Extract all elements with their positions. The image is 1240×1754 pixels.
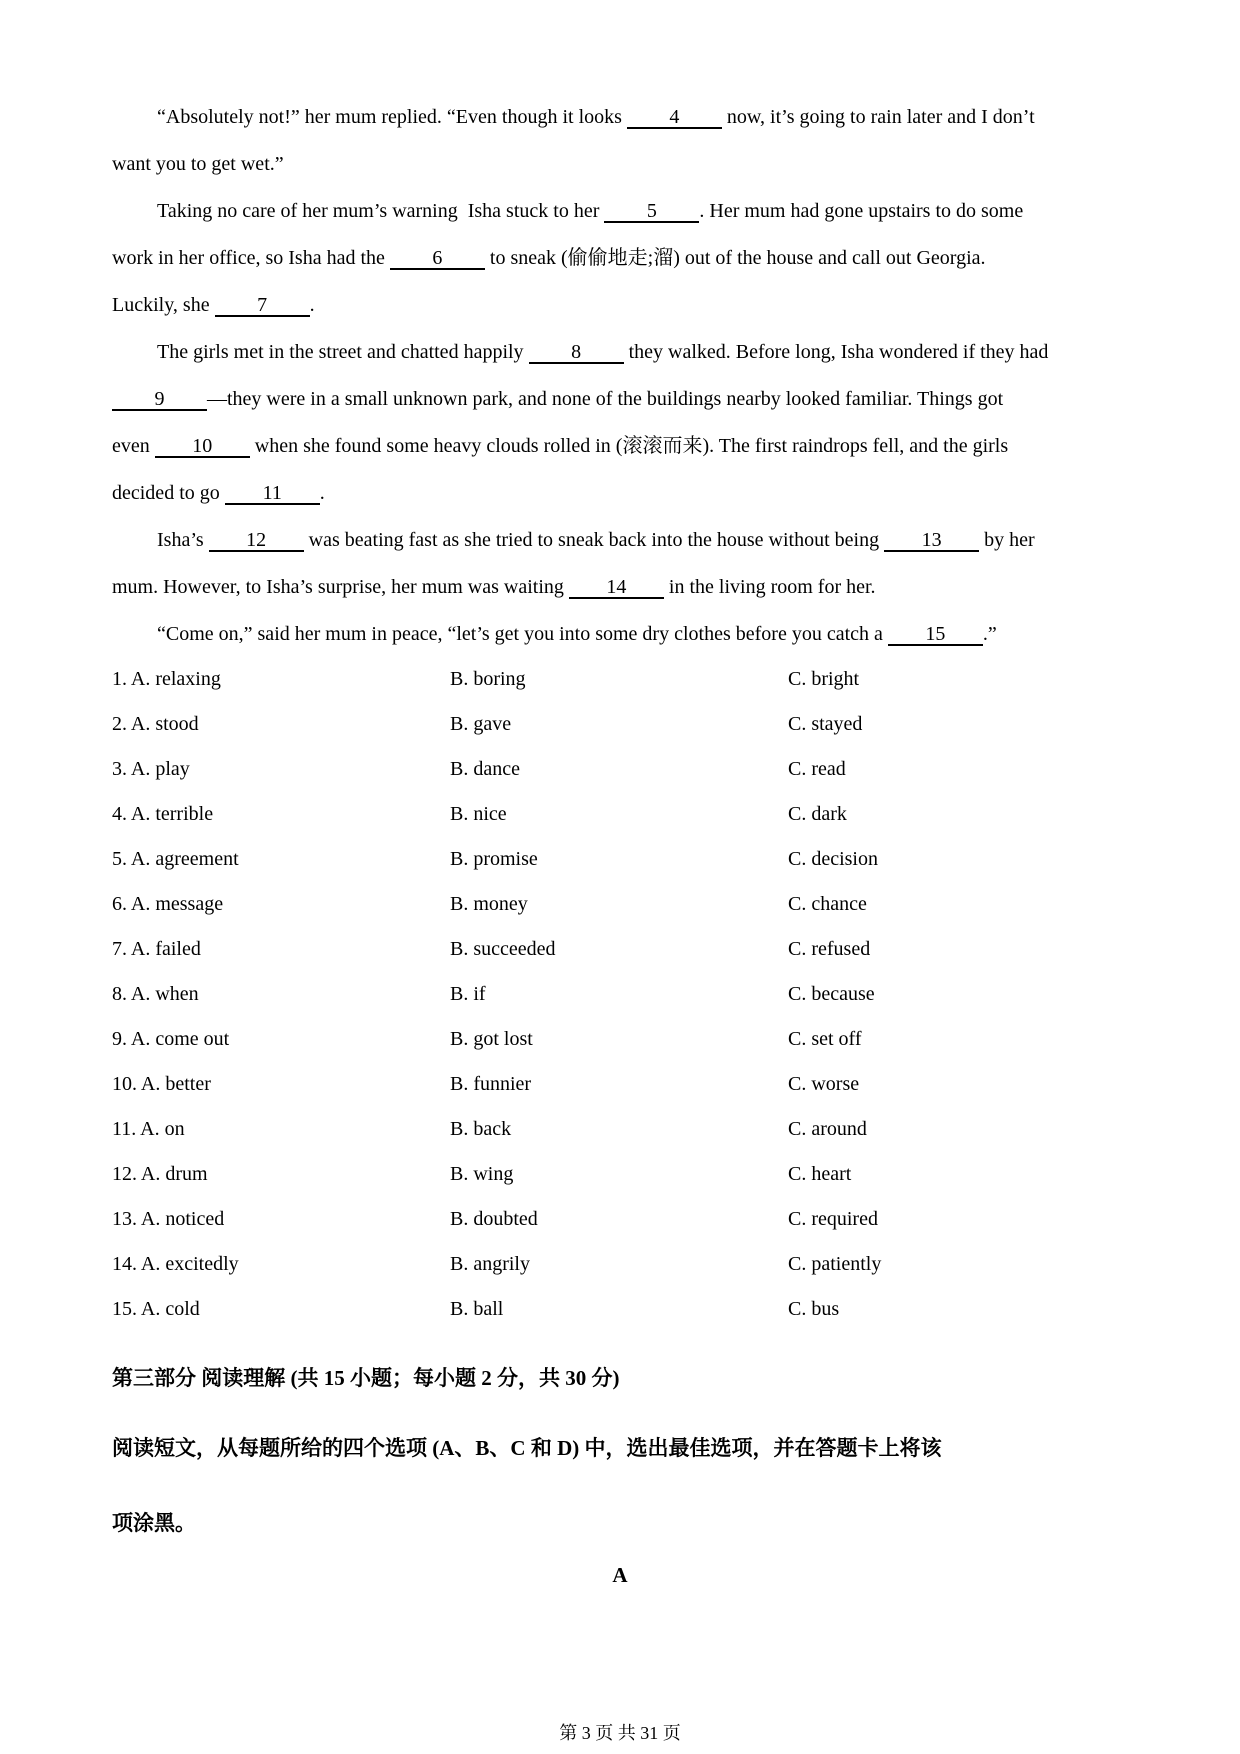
passage-text: was beating fast as she tried to sneak back into the house without being bbox=[303, 529, 885, 551]
option-cell: B. gave bbox=[450, 713, 512, 735]
passage-text: . bbox=[319, 482, 325, 504]
option-cell: B. got lost bbox=[450, 1028, 533, 1050]
option-cell: C. dark bbox=[788, 803, 847, 825]
option-cell: B. succeeded bbox=[450, 938, 556, 960]
passage-text: to sneak (偷偷地走;溜) out of the house and call out Georgia. bbox=[484, 247, 986, 269]
passage-text: Isha’s bbox=[157, 529, 209, 551]
passage-text: in the living room for her. bbox=[663, 576, 876, 598]
passage-text: now, it’s going to rain later and I don’t bbox=[721, 106, 1035, 128]
option-row bbox=[112, 702, 1128, 747]
option-cell: 7. A. failed bbox=[112, 938, 201, 960]
option-row bbox=[112, 927, 1128, 972]
passage-line bbox=[112, 517, 1128, 564]
instruction-line-2: 项涂黑。 bbox=[112, 1511, 196, 1535]
option-cell: B. dance bbox=[450, 758, 520, 780]
option-row bbox=[112, 747, 1128, 792]
passage-text: “Absolutely not!” her mum replied. “Even though it looks bbox=[157, 106, 627, 128]
option-cell: C. around bbox=[788, 1118, 867, 1140]
option-cell: B. nice bbox=[450, 803, 507, 825]
option-cell: B. ball bbox=[450, 1298, 504, 1320]
option-cell: B. back bbox=[450, 1118, 512, 1140]
passage-text: mum. However, to Isha’s surprise, her mum was waiting bbox=[112, 576, 569, 598]
option-cell: C. refused bbox=[788, 938, 871, 960]
option-cell: 15. A. cold bbox=[112, 1298, 200, 1320]
option-cell: 4. A. terrible bbox=[112, 803, 214, 825]
option-cell: 14. A. excitedly bbox=[112, 1253, 239, 1275]
passage-line bbox=[112, 141, 1128, 188]
option-cell: 11. A. on bbox=[112, 1118, 185, 1140]
option-row bbox=[112, 1152, 1128, 1197]
option-cell: C. chance bbox=[788, 893, 867, 915]
cloze-blank-7: 7 bbox=[215, 294, 310, 317]
option-cell: C. required bbox=[788, 1208, 878, 1230]
passage-line bbox=[112, 376, 1128, 423]
option-row bbox=[112, 1107, 1128, 1152]
passage-line bbox=[112, 188, 1128, 235]
passage-line bbox=[112, 611, 1128, 658]
cloze-blank-8: 8 bbox=[529, 341, 624, 364]
option-cell: C. patiently bbox=[788, 1253, 882, 1275]
passage-text: Taking no care of her mum’s warning Isha stuck to her bbox=[157, 200, 605, 222]
option-cell: B. wing bbox=[450, 1163, 514, 1185]
option-cell: B. promise bbox=[450, 848, 538, 870]
option-cell: C. bus bbox=[788, 1298, 840, 1320]
passage-text: decided to go bbox=[112, 482, 225, 504]
passage-text: want you to get wet.” bbox=[112, 153, 284, 175]
cloze-blank-15: 15 bbox=[888, 623, 983, 646]
option-cell: B. angrily bbox=[450, 1253, 530, 1275]
cloze-blank-14: 14 bbox=[569, 576, 664, 599]
option-cell: C. stayed bbox=[788, 713, 863, 735]
cloze-options-table bbox=[112, 657, 1128, 1332]
option-cell: 1. A. relaxing bbox=[112, 668, 221, 690]
cloze-blank-9: 9 bbox=[112, 388, 207, 411]
passage-text: Luckily, she bbox=[112, 294, 215, 316]
option-cell: B. doubted bbox=[450, 1208, 538, 1230]
passage-text: by her bbox=[979, 529, 1035, 551]
section-heading: 第三部分 阅读理解 (共 15 小题；每小题 2 分，共 30 分) bbox=[112, 1366, 620, 1390]
reading-passage-label: A bbox=[612, 1563, 628, 1587]
passage-text: “Come on,” said her mum in peace, “let’s get you into some dry clothes before you catch a bbox=[157, 623, 888, 645]
cloze-blank-11: 11 bbox=[225, 482, 320, 505]
passage-text: work in her office, so Isha had the bbox=[112, 247, 390, 269]
cloze-blank-12: 12 bbox=[209, 529, 304, 552]
option-cell: B. funnier bbox=[450, 1073, 532, 1095]
option-cell: B. if bbox=[450, 983, 486, 1005]
option-row bbox=[112, 1197, 1128, 1242]
option-cell: 5. A. agreement bbox=[112, 848, 239, 870]
passage-text: when she found some heavy clouds rolled in (滚滚而来). The first raindrops fell, and the girls bbox=[249, 435, 1009, 457]
cloze-blank-5: 5 bbox=[604, 200, 699, 223]
cloze-passage bbox=[112, 94, 1128, 658]
page-footer: 第 3 页 共 31 页 bbox=[559, 1723, 681, 1743]
option-cell: B. boring bbox=[450, 668, 526, 690]
option-row bbox=[112, 1287, 1128, 1332]
option-row bbox=[112, 882, 1128, 927]
passage-text: even bbox=[112, 435, 155, 457]
passage-text: . bbox=[309, 294, 315, 316]
option-cell: 6. A. message bbox=[112, 893, 224, 915]
cloze-blank-13: 13 bbox=[884, 529, 979, 552]
passage-text: —they were in a small unknown park, and none of the buildings nearby looked familiar. Things got bbox=[207, 388, 1004, 410]
passage-text: they walked. Before long, Isha wondered if they had bbox=[623, 341, 1049, 363]
option-row bbox=[112, 1242, 1128, 1287]
passage-line bbox=[112, 470, 1128, 517]
passage-line bbox=[112, 423, 1128, 470]
option-cell: 8. A. when bbox=[112, 983, 199, 1005]
passage-line bbox=[112, 564, 1128, 611]
passage-line bbox=[112, 329, 1128, 376]
option-cell: C. heart bbox=[788, 1163, 852, 1185]
option-cell: 13. A. noticed bbox=[112, 1208, 225, 1230]
passage-text: The girls met in the street and chatted happily bbox=[157, 341, 529, 363]
instruction-line-1: 阅读短文，从每题所给的四个选项 (A、B、C 和 D) 中，选出最佳选项，并在答题卡上将该 bbox=[112, 1436, 942, 1460]
option-row bbox=[112, 657, 1128, 702]
passage-line bbox=[112, 94, 1128, 141]
option-row bbox=[112, 792, 1128, 837]
option-cell: 9. A. come out bbox=[112, 1028, 230, 1050]
option-cell: C. read bbox=[788, 758, 846, 780]
option-row bbox=[112, 1017, 1128, 1062]
cloze-blank-6: 6 bbox=[390, 247, 485, 270]
option-cell: 2. A. stood bbox=[112, 713, 199, 735]
option-row bbox=[112, 1062, 1128, 1107]
option-row bbox=[112, 837, 1128, 882]
option-cell: B. money bbox=[450, 893, 528, 915]
option-cell: C. bright bbox=[788, 668, 860, 690]
option-cell: 12. A. drum bbox=[112, 1163, 208, 1185]
passage-line bbox=[112, 282, 1128, 329]
option-cell: 10. A. better bbox=[112, 1073, 211, 1095]
passage-text: . Her mum had gone upstairs to do some bbox=[699, 200, 1024, 222]
passage-text: .” bbox=[982, 623, 997, 645]
option-cell: 3. A. play bbox=[112, 758, 190, 780]
option-cell: C. decision bbox=[788, 848, 878, 870]
option-cell: C. set off bbox=[788, 1028, 862, 1050]
passage-line bbox=[112, 235, 1128, 282]
cloze-blank-10: 10 bbox=[155, 435, 250, 458]
cloze-blank-4: 4 bbox=[627, 106, 722, 129]
option-cell: C. worse bbox=[788, 1073, 860, 1095]
option-row bbox=[112, 972, 1128, 1017]
option-cell: C. because bbox=[788, 983, 875, 1005]
